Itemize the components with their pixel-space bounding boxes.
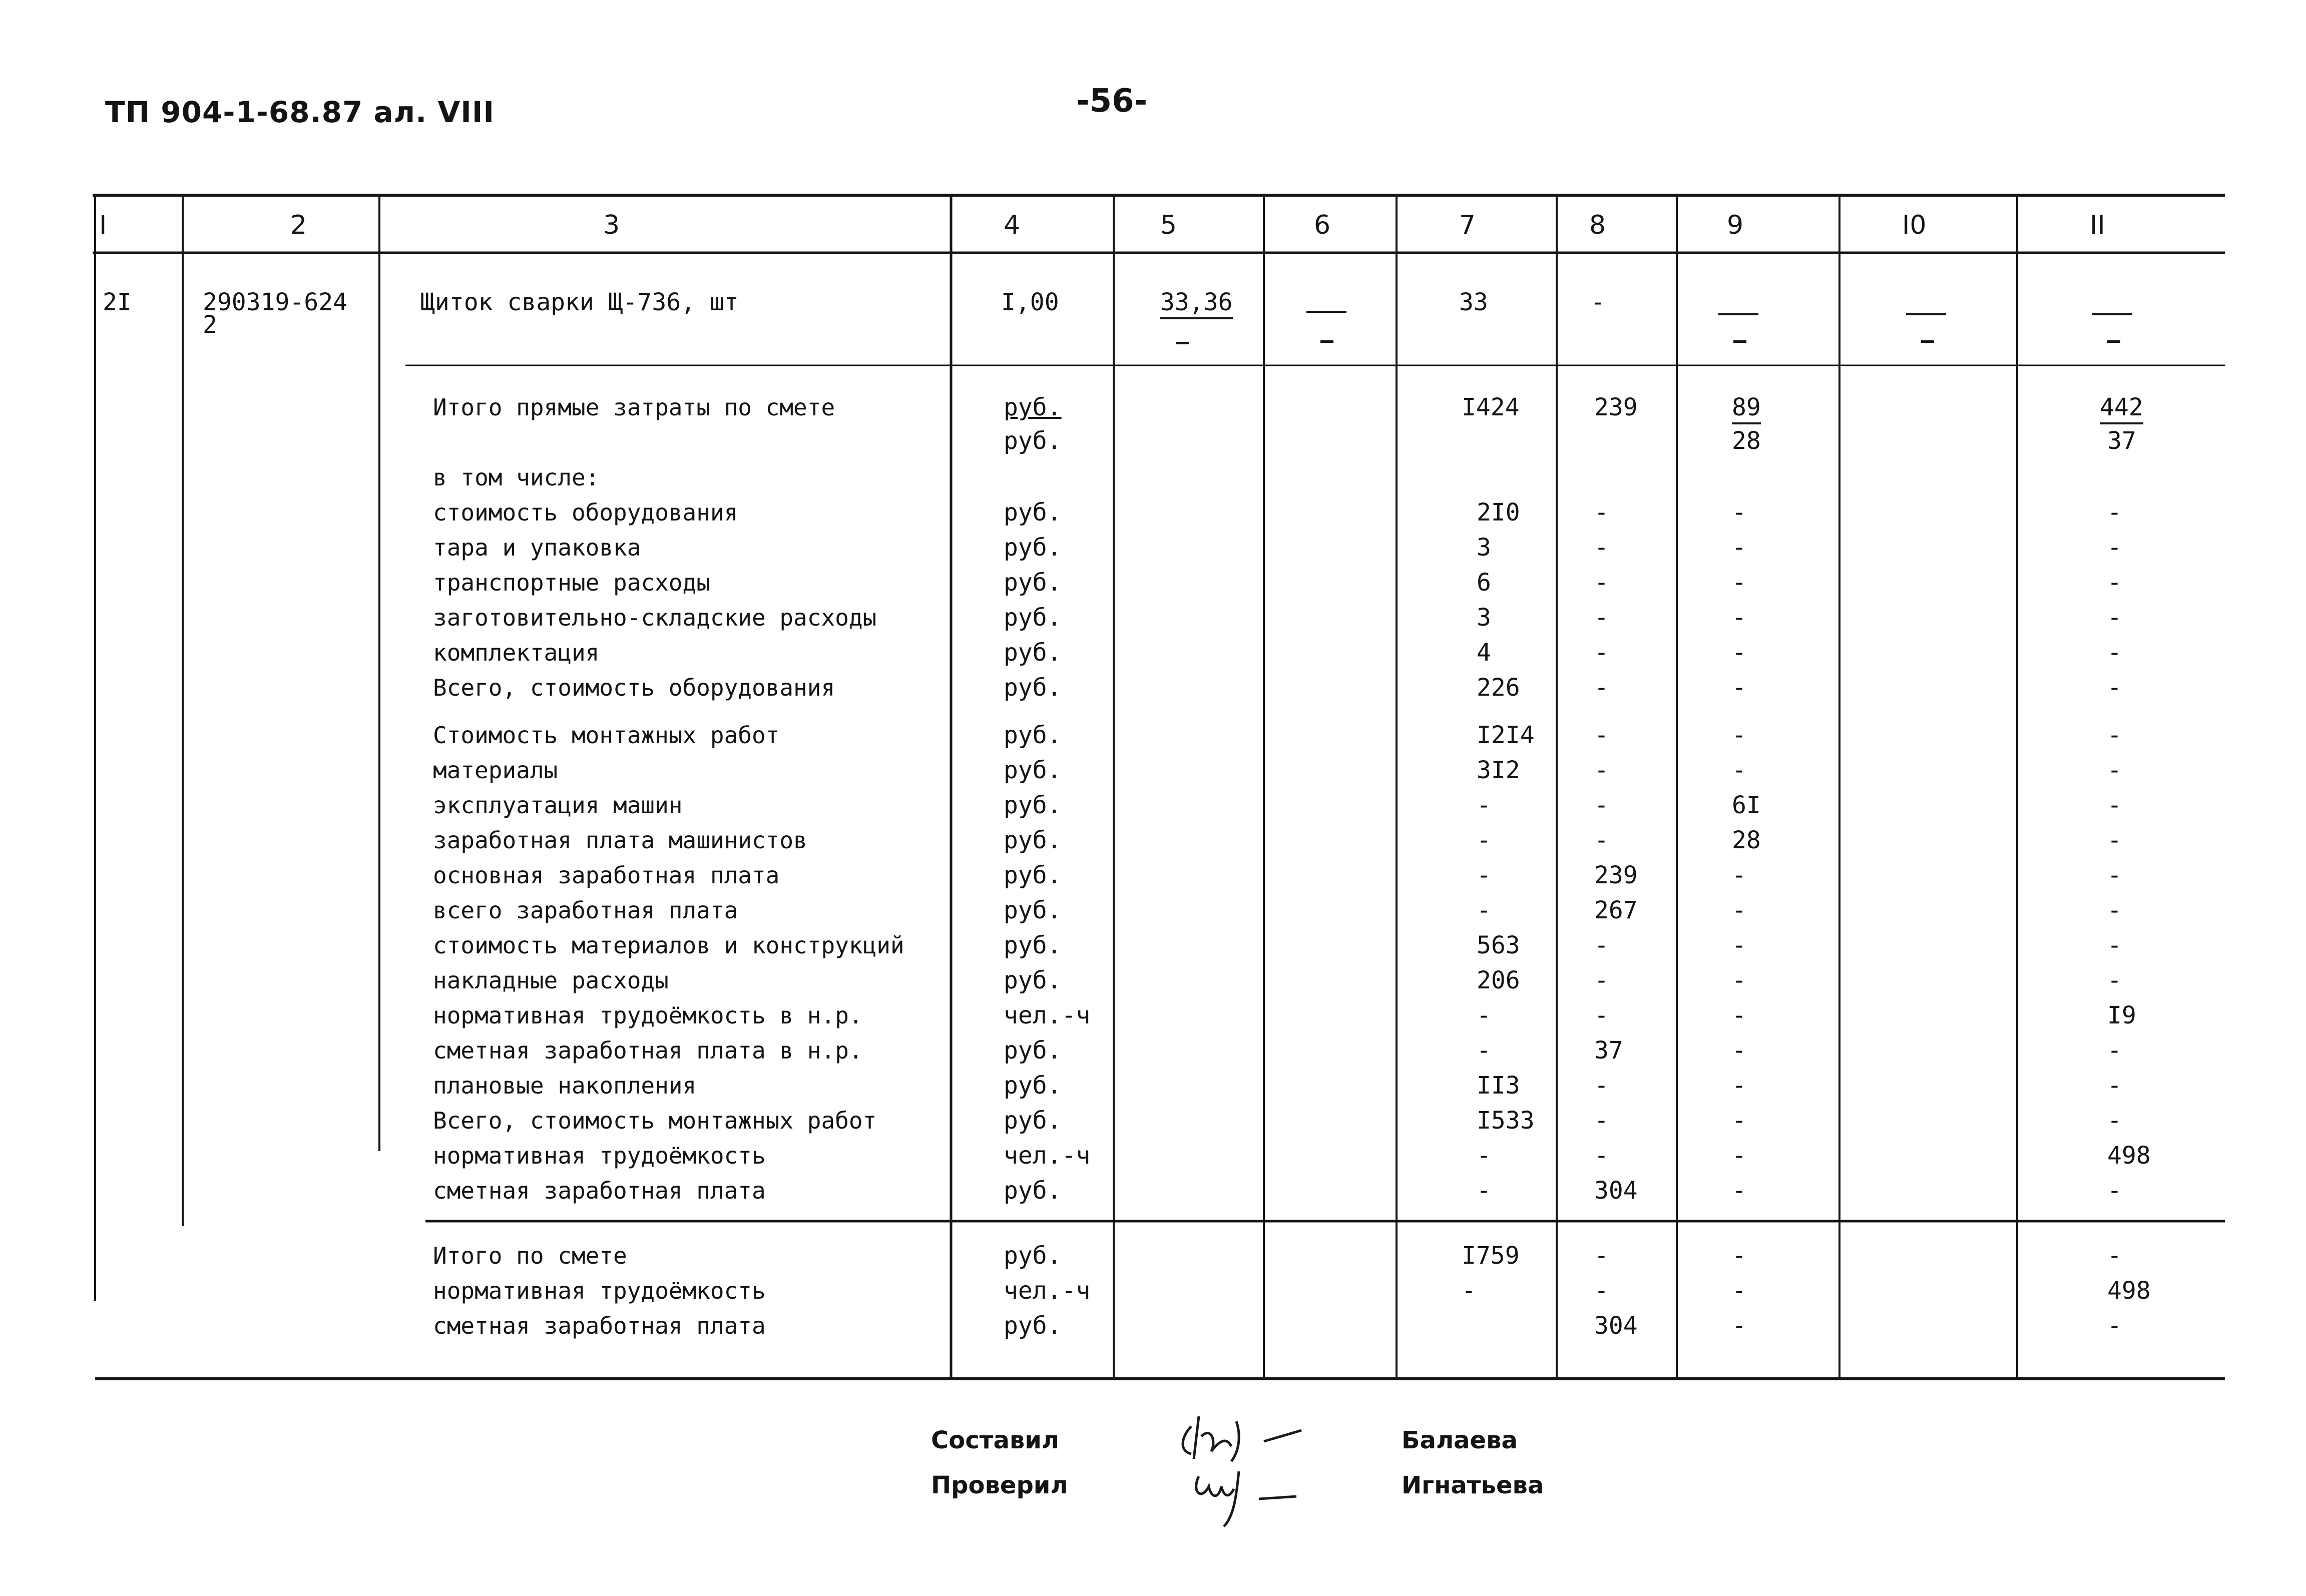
detail-row-col9: - xyxy=(1732,1142,1746,1170)
detail-row-col8: - xyxy=(1594,931,1609,959)
detail-row-col7: 4 xyxy=(1477,639,1491,667)
detail-row-col8: 304 xyxy=(1594,1177,1638,1205)
detail-row-label: сметная заработная плата в н.р. xyxy=(433,1037,863,1064)
detail-row-col11: - xyxy=(2107,1177,2122,1205)
column-number-11: II xyxy=(2090,210,2105,240)
detail-row-col7: II3 xyxy=(1477,1072,1520,1100)
detail-row-label: всего заработная плата xyxy=(433,897,738,924)
detail-row-label: заработная плата машинистов xyxy=(433,827,807,854)
detail-row-col7: - xyxy=(1477,1177,1491,1205)
column-number-9: 9 xyxy=(1727,210,1744,240)
detail-row-col8: - xyxy=(1594,756,1609,784)
detail-row-col9: - xyxy=(1732,604,1746,632)
detail-row-unit: руб. xyxy=(1004,1072,1062,1100)
direct-costs-col7: I424 xyxy=(1462,393,1520,421)
detail-row-col9: - xyxy=(1732,966,1746,994)
item-col7: 33 xyxy=(1459,288,1488,316)
total-row-col8: - xyxy=(1594,1242,1609,1270)
detail-row-col7: 3I2 xyxy=(1477,756,1520,784)
col9-fraction xyxy=(1718,308,1758,317)
detail-row-col11: - xyxy=(2107,1072,2122,1100)
detail-row-col9: - xyxy=(1732,534,1746,562)
item-quantity: I,00 xyxy=(1001,288,1059,316)
detail-row-label: стоимость оборудования xyxy=(433,499,738,526)
detail-row-unit: руб. xyxy=(1004,826,1062,854)
detail-row-col11: - xyxy=(2107,931,2122,959)
detail-row-col7: 206 xyxy=(1477,966,1520,994)
total-row-col11: - xyxy=(2107,1242,2122,1270)
detail-row-unit: руб. xyxy=(1004,756,1062,784)
detail-row-col8: - xyxy=(1594,534,1609,562)
item-name: Щиток сварки Щ-736, шт xyxy=(420,288,739,316)
in-total-label: в том числе: xyxy=(433,464,600,491)
total-row-col8: - xyxy=(1594,1277,1609,1305)
detail-row-unit: руб. xyxy=(1004,639,1062,667)
detail-row-col11: I9 xyxy=(2107,1001,2136,1029)
detail-row-label: основная заработная плата xyxy=(433,862,780,889)
column-number-10: I0 xyxy=(1902,210,1927,240)
total-row-label: сметная заработная плата xyxy=(433,1312,766,1339)
col6-fraction xyxy=(1306,305,1346,315)
detail-row-col8: - xyxy=(1594,966,1609,994)
column-number-5: 5 xyxy=(1160,210,1177,240)
compiled-label: Составил xyxy=(931,1426,1060,1454)
detail-row-col8: - xyxy=(1594,791,1609,819)
item-price-sub-dash xyxy=(1176,338,1189,347)
direct-costs-unit-2: руб. xyxy=(1004,427,1062,455)
col11-fraction xyxy=(2092,308,2132,317)
direct-costs-col9-bottom: 28 xyxy=(1732,427,1761,455)
total-row-col9: - xyxy=(1732,1312,1746,1340)
detail-row-col11: - xyxy=(2107,791,2122,819)
detail-row-col9: - xyxy=(1732,861,1746,889)
detail-row-unit: чел.-ч xyxy=(1004,1001,1091,1029)
detail-row-col11: - xyxy=(2107,639,2122,667)
detail-row-col11: - xyxy=(2107,756,2122,784)
col10-fraction xyxy=(1906,308,1946,317)
compiled-name: Балаева xyxy=(1402,1426,1518,1454)
direct-costs-col11-top: 442 xyxy=(2100,393,2143,422)
detail-row-label: накладные расходы xyxy=(433,967,669,994)
direct-costs-col8: 239 xyxy=(1594,393,1638,421)
detail-row-col11: - xyxy=(2107,861,2122,889)
detail-row-unit: руб. xyxy=(1004,1036,1062,1065)
direct-costs-label: Итого прямые затраты по смете xyxy=(433,394,835,421)
detail-row-col9: - xyxy=(1732,674,1746,702)
total-row-col11: 498 xyxy=(2107,1277,2151,1305)
total-row-unit: руб. xyxy=(1004,1312,1062,1340)
detail-row-col7: 6 xyxy=(1477,569,1491,597)
detail-row-unit: руб. xyxy=(1004,896,1062,924)
detail-row-col7: I2I4 xyxy=(1477,721,1535,749)
total-row-col9: - xyxy=(1732,1277,1746,1305)
detail-row-label: заготовительно-складские расходы xyxy=(433,604,877,631)
detail-row-unit: руб. xyxy=(1004,534,1062,562)
detail-row-col7: - xyxy=(1477,791,1491,819)
checked-label: Проверил xyxy=(931,1471,1068,1499)
detail-row-label: нормативная трудоёмкость в н.р. xyxy=(433,1002,863,1029)
detail-row-col8: 239 xyxy=(1594,861,1638,889)
checked-name: Игнатьева xyxy=(1402,1471,1544,1499)
detail-row-col8: - xyxy=(1594,674,1609,702)
detail-row-col8: - xyxy=(1594,721,1609,749)
detail-row-col9: 6I xyxy=(1732,791,1761,819)
detail-row-unit: руб. xyxy=(1004,1107,1062,1135)
detail-row-col11: - xyxy=(2107,569,2122,597)
detail-row-col11: 498 xyxy=(2107,1142,2151,1170)
column-number-6: 6 xyxy=(1314,210,1331,240)
column-number-8: 8 xyxy=(1589,210,1606,240)
total-row-unit: чел.-ч xyxy=(1004,1277,1091,1305)
detail-row-unit: руб. xyxy=(1004,966,1062,994)
detail-row-col11: - xyxy=(2107,498,2122,526)
detail-row-col9: - xyxy=(1732,1107,1746,1135)
total-row-label: нормативная трудоёмкость xyxy=(433,1277,766,1304)
detail-row-col9: - xyxy=(1732,1001,1746,1029)
detail-row-col7: - xyxy=(1477,896,1491,924)
detail-row-col8: - xyxy=(1594,1107,1609,1135)
detail-row-col9: - xyxy=(1732,1177,1746,1205)
item-number: 2I xyxy=(103,288,132,316)
detail-row-col11: - xyxy=(2107,721,2122,749)
detail-row-col11: - xyxy=(2107,826,2122,854)
detail-row-unit: руб. xyxy=(1004,604,1062,632)
column-number-3: 3 xyxy=(603,210,620,240)
col10-sub-dash xyxy=(1921,336,1934,346)
detail-row-col7: - xyxy=(1477,1001,1491,1029)
total-row-col7: - xyxy=(1462,1277,1476,1305)
total-row-col7: I759 xyxy=(1462,1242,1520,1270)
detail-row-col8: - xyxy=(1594,569,1609,597)
detail-row-col11: - xyxy=(2107,1107,2122,1135)
detail-row-label: плановые накопления xyxy=(433,1072,697,1099)
document-code: ТП 904-1-68.87 ал. VIII xyxy=(105,95,495,129)
detail-row-col9: - xyxy=(1732,569,1746,597)
detail-row-col9: - xyxy=(1732,896,1746,924)
detail-row-label: Всего, стоимость монтажных работ xyxy=(433,1107,877,1134)
detail-row-col7: - xyxy=(1477,861,1491,889)
item-col8: - xyxy=(1591,288,1605,316)
col9-sub-dash xyxy=(1733,336,1746,346)
detail-row-col7: I533 xyxy=(1477,1107,1535,1135)
col6-sub-dash xyxy=(1320,336,1333,346)
detail-row-label: стоимость материалов и конструкций xyxy=(433,932,904,959)
detail-row-unit: руб. xyxy=(1004,1177,1062,1205)
item-price xyxy=(1160,288,1233,317)
detail-row-col7: - xyxy=(1477,1036,1491,1065)
item-code: 290319-624 xyxy=(203,288,347,316)
detail-row-col9: - xyxy=(1732,721,1746,749)
detail-row-unit: руб. xyxy=(1004,861,1062,889)
detail-row-col11: - xyxy=(2107,534,2122,562)
item-price-value: 33,36 xyxy=(1160,288,1233,319)
detail-row-label: комплектация xyxy=(433,639,600,666)
detail-row-col9: - xyxy=(1732,1072,1746,1100)
detail-row-col8: - xyxy=(1594,1072,1609,1100)
detail-row-col8: - xyxy=(1594,604,1609,632)
detail-row-col11: - xyxy=(2107,896,2122,924)
detail-row-label: материалы xyxy=(433,757,558,784)
detail-row-unit: чел.-ч xyxy=(1004,1142,1091,1170)
detail-row-col8: - xyxy=(1594,826,1609,854)
detail-row-col8: - xyxy=(1594,1001,1609,1029)
detail-row-col7: - xyxy=(1477,1142,1491,1170)
detail-row-col9: 28 xyxy=(1732,826,1761,854)
detail-row-unit: руб. xyxy=(1004,721,1062,749)
detail-row-label: сметная заработная плата xyxy=(433,1177,766,1204)
detail-row-col7: - xyxy=(1477,826,1491,854)
detail-row-label: транспортные расходы xyxy=(433,569,710,596)
detail-row-label: нормативная трудоёмкость xyxy=(433,1142,766,1169)
detail-row-col8: - xyxy=(1594,498,1609,526)
column-number-7: 7 xyxy=(1459,210,1476,240)
detail-row-col9: - xyxy=(1732,639,1746,667)
detail-row-unit: руб. xyxy=(1004,569,1062,597)
direct-costs-col11-bottom: 37 xyxy=(2107,427,2136,455)
direct-costs-unit-1: руб. xyxy=(1004,393,1062,421)
detail-row-col11: - xyxy=(2107,674,2122,702)
detail-row-col9: - xyxy=(1732,931,1746,959)
detail-row-unit: руб. xyxy=(1004,674,1062,702)
detail-row-col7: 2I0 xyxy=(1477,498,1520,526)
detail-row-label: эксплуатация машин xyxy=(433,792,683,819)
detail-row-col7: 3 xyxy=(1477,534,1491,562)
detail-row-col8: 267 xyxy=(1594,896,1638,924)
detail-row-col8: 37 xyxy=(1594,1036,1623,1065)
detail-row-unit: руб. xyxy=(1004,791,1062,819)
detail-row-label: Всего, стоимость оборудования xyxy=(433,674,835,701)
handwritten-signatures xyxy=(1171,1406,1336,1536)
detail-row-unit: руб. xyxy=(1004,498,1062,526)
column-number-2: 2 xyxy=(290,210,307,240)
detail-row-col11: - xyxy=(2107,1036,2122,1065)
total-row-col11: - xyxy=(2107,1312,2122,1340)
detail-row-label: тара и упаковка xyxy=(433,534,641,561)
detail-row-col11: - xyxy=(2107,966,2122,994)
detail-row-col8: - xyxy=(1594,639,1609,667)
column-number-1: I xyxy=(99,210,107,240)
item-code-sub: 2 xyxy=(203,311,217,339)
column-number-4: 4 xyxy=(1004,210,1021,240)
total-row-label: Итого по смете xyxy=(433,1242,627,1269)
detail-row-col7: 563 xyxy=(1477,931,1520,959)
total-row-col8: 304 xyxy=(1594,1312,1638,1340)
detail-row-unit: руб. xyxy=(1004,931,1062,959)
total-row-unit: руб. xyxy=(1004,1242,1062,1270)
detail-row-col9: - xyxy=(1732,498,1746,526)
detail-row-col7: 226 xyxy=(1477,674,1520,702)
page-number: -56- xyxy=(1076,83,1148,120)
detail-row-col9: - xyxy=(1732,756,1746,784)
direct-costs-col9-top: 89 xyxy=(1732,393,1761,422)
detail-row-col7: 3 xyxy=(1477,604,1491,632)
detail-row-col11: - xyxy=(2107,604,2122,632)
detail-row-label: Стоимость монтажных работ xyxy=(433,722,780,749)
total-row-col9: - xyxy=(1732,1242,1746,1270)
detail-row-col9: - xyxy=(1732,1036,1746,1065)
detail-row-col8: - xyxy=(1594,1142,1609,1170)
col11-sub-dash xyxy=(2107,336,2120,346)
